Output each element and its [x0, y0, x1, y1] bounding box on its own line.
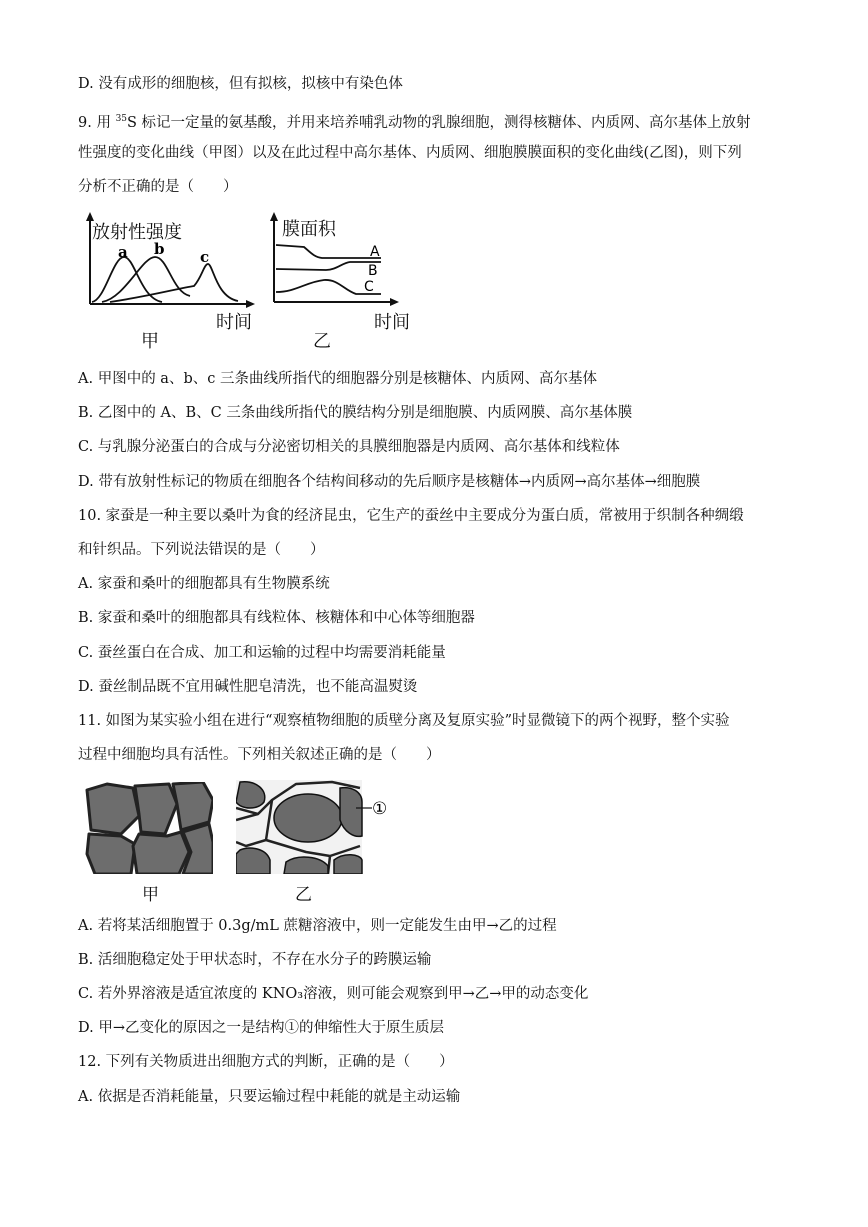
q10-option-d: D. 蚕丝制品既不宜用碱性肥皂清洗，也不能高温熨烫 — [78, 679, 418, 695]
q11-option-b: B. 活细胞稳定处于甲状态时，不存在水分子的跨膜运输 — [78, 952, 432, 968]
q10-stem-line2: 和针织品。下列说法错误的是（ ） — [78, 542, 325, 558]
curve-label-b: b — [154, 240, 165, 258]
q9-option-a: A. 甲图中的 a、b、c 三条曲线所指代的细胞器分别是核糖体、内质网、高尔基体 — [78, 371, 597, 387]
q11-stem-line1: 11. 如图为某实验小组在进行“观察植物细胞的质壁分离及复原实验”时显微镜下的两个视野，整个实验 — [78, 713, 730, 729]
curve-label-c: c — [200, 248, 210, 266]
q9-stem-line1: 9. 用 $^{35}$S 标记一定量的氨基酸，并用来培养哺乳动物的乳腺细胞，测得核糖体、内质网、高尔基体上放射 — [78, 114, 751, 131]
q10-option-b: B. 家蚕和桑叶的细胞都具有线粒体、核糖体和中心体等细胞器 — [78, 610, 475, 626]
marker-1: ① — [372, 799, 388, 819]
q8-option-d: D. 没有成形的细胞核，但有拟核，拟核中有染色体 — [78, 76, 403, 92]
q9-option-c: C. 与乳腺分泌蛋白的合成与分泌密切相关的具膜细胞器是内质网、高尔基体和线粒体 — [78, 439, 620, 455]
q9-stem-line3: 分析不正确的是（ ） — [78, 179, 238, 195]
q10-option-c: C. 蚕丝蛋白在合成、加工和运输的过程中均需要消耗能量 — [78, 645, 446, 661]
micro-caption-yi: 乙 — [295, 885, 312, 905]
q11-option-d: D. 甲→乙变化的原因之一是结构①的伸缩性大于原生质层 — [78, 1020, 444, 1036]
q9-option-b: B. 乙图中的 A、B、C 三条曲线所指代的膜结构分别是细胞膜、内质网膜、高尔基体膜 — [78, 405, 633, 421]
curve-label-A: A — [370, 244, 380, 260]
figure-jia-xlabel: 时间 — [216, 312, 252, 333]
q11-option-c: C. 若外界溶液是适宜浓度的 KNO₃溶液，则可能会观察到甲→乙→甲的动态变化 — [78, 986, 589, 1002]
q12-option-a: A. 依据是否消耗能量，只要运输过程中耗能的就是主动运输 — [78, 1089, 461, 1105]
figure-jia-ylabel: 放射性强度 — [92, 222, 182, 243]
figure-yi-ylabel: 膜面积 — [282, 219, 336, 240]
q9-option-d: D. 带有放射性标记的物质在细胞各个结构间移动的先后顺序是核糖体→内质网→高尔基体→细胞膜 — [78, 474, 701, 490]
micro-figure-yi — [236, 780, 396, 874]
micro-caption-jia: 甲 — [142, 885, 159, 905]
figure-jia-caption: 甲 — [141, 331, 159, 352]
figure-yi-caption: 乙 — [313, 331, 331, 352]
q9-stem-line2: 性强度的变化曲线（甲图）以及在此过程中高尔基体、内质网、细胞膜膜面积的变化曲线(乙图)，则下列 — [78, 145, 742, 161]
curve-label-a: a — [118, 243, 128, 261]
q10-stem-line1: 10. 家蚕是一种主要以桑叶为食的经济昆虫，它生产的蚕丝中主要成分为蛋白质，常被用于织制各种绸缎 — [78, 508, 744, 524]
q12-stem: 12. 下列有关物质进出细胞方式的判断，正确的是（ ） — [78, 1054, 454, 1070]
q11-stem-line2: 过程中细胞均具有活性。下列相关叙述正确的是（ ） — [78, 747, 441, 763]
curve-label-B: B — [368, 263, 378, 279]
figure-yi-xlabel: 时间 — [374, 312, 410, 333]
q10-option-a: A. 家蚕和桑叶的细胞都具有生物膜系统 — [78, 576, 330, 592]
curve-label-C: C — [364, 279, 374, 295]
q11-option-a: A. 若将某活细胞置于 0.3g/mL 蔗糖溶液中，则一定能发生由甲→乙的过程 — [78, 918, 557, 934]
micro-figure-jia — [85, 782, 213, 874]
